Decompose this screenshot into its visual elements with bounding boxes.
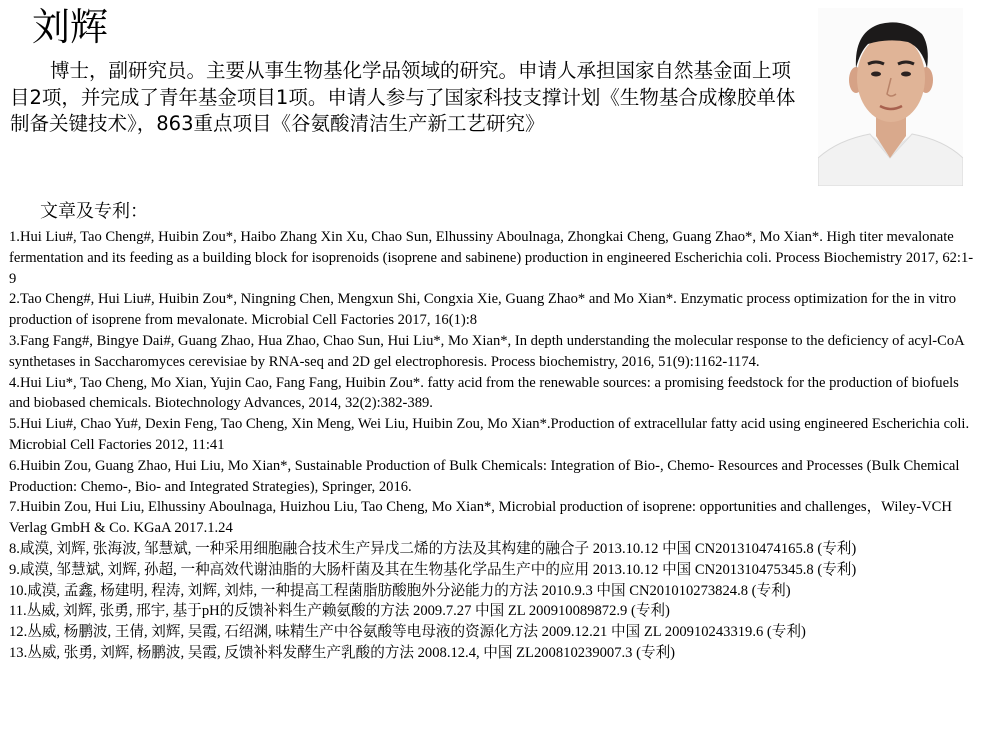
- list-item: 7.Huibin Zou, Hui Liu, Elhussiny Aboulnaga, Huizhou Liu, Tao Cheng, Mo Xian*, Microbial production of isoprene: opportunities and challenges，Wiley-VCH Verlag GmbH & Co. KGaA 2017.1.24: [9, 499, 952, 537]
- list-item: 3.Fang Fang#, Bingye Dai#, Guang Zhao, Hua Zhao, Chao Sun, Hui Liu*, Mo Xian*, In depth understanding the molecular response to the deficiency of acyl-CoA synthetases in Saccharomyces cerevisiae by RNA-seq and 2D gel electrophoresis. Process biochemistry, 2016, 51(9):1162-1174.: [9, 332, 964, 370]
- list-item: 9.咸漠, 邹慧斌, 刘辉, 孙超, 一种高效代谢油脂的大肠杆菌及其在生物基化学品生产中的应用 2013.10.12 中国 CN201310475345.8 (专利): [9, 561, 857, 578]
- list-item: 12.丛威, 杨鹏波, 王倩, 刘辉, 吴霞, 石绍渊, 味精生产中谷氨酸等电母液的资源化方法 2009.12.21 中国 ZL 200910243319.6 (专利): [9, 624, 806, 641]
- list-item: 10.咸漠, 孟鑫, 杨建明, 程涛, 刘辉, 刘炜, 一种提高工程菌脂肪酸胞外分泌能力的方法 2010.9.3 中国 CN201010273824.8 (专利): [9, 582, 791, 599]
- list-item: 2.Tao Cheng#, Hui Liu#, Huibin Zou*, Ningning Chen, Mengxun Shi, Congxia Xie, Guang Zhao* and Mo Xian*. Enzymatic process optimization for the in vitro production of isoprene from mevalonate. Microbial Cell Factories 2017, 16(1):8: [9, 291, 957, 329]
- list-item: 6.Huibin Zou, Guang Zhao, Hui Liu, Mo Xian*, Sustainable Production of Bulk Chemicals: Integration of Bio-, Chemo- Resources and Processes (Bulk Chemical Production: Chemo-, Bio- and Integrated Strategies), Springer, 2016.: [9, 457, 960, 495]
- list-item: 5.Hui Liu#, Chao Yu#, Dexin Feng, Tao Cheng, Xin Meng, Wei Liu, Huibin Zou, Mo Xian*.Production of extracellular fatty acid using engineered Escherichia coli. Microbial Cell Factories 2012, 11:41: [9, 416, 970, 453]
- bio-paragraph: 博士，副研究员。主要从事生物基化学品领域的研究。申请人承担国家自然基金面上项目2项，并完成了青年基金项目1项。申请人参与了国家科技支撑计划《生物基合成橡胶单体制备关键技术》，863重点项目《谷氨酸清洁生产新工艺研究》: [10, 59, 796, 135]
- person-name: 刘辉: [32, 5, 109, 49]
- publications-list: [9, 227, 977, 664]
- list-item: 4.Hui Liu*, Tao Cheng, Mo Xian, Yujin Cao, Fang Fang, Huibin Zou*. fatty acid from the renewable sources: a promising feedstock for the production of biofuels and biobased chemicals. Biotechnology Advances, 2014, 32(2):382-389.: [9, 374, 959, 412]
- portrait-illustration: [818, 8, 963, 186]
- list-item: 13.丛威, 张勇, 刘辉, 杨鹏波, 吴霞, 反馈补料发酵生产乳酸的方法 2008.12.4, 中国 ZL200810239007.3 (专利): [9, 644, 676, 661]
- list-item: 8.咸漠, 刘辉, 张海波, 邹慧斌, 一种采用细胞融合技术生产异戊二烯的方法及其构建的融合子 2013.10.12 中国 CN201310474165.8 (专利): [9, 540, 857, 557]
- portrait-photo: [818, 8, 963, 186]
- list-item: 1.Hui Liu#, Tao Cheng#, Huibin Zou*, Haibo Zhang Xin Xu, Chao Sun, Elhussiny Aboulnaga, Zhongkai Cheng, Guang Zhao*, Mo Xian*. High titer mevalonate fermentation and its feeding as a building block for isoprenoids (isoprene and sabinene) production in engineered Escherichia coli. Process Biochemistry 2017, 62:1-9: [9, 229, 974, 287]
- publications-heading: 文章及专利：: [40, 201, 148, 222]
- list-item: 11.丛威, 刘辉, 张勇, 邢宇, 基于pH的反馈补料生产赖氨酸的方法 2009.7.27 中国 ZL 200910089872.9 (专利): [9, 603, 670, 620]
